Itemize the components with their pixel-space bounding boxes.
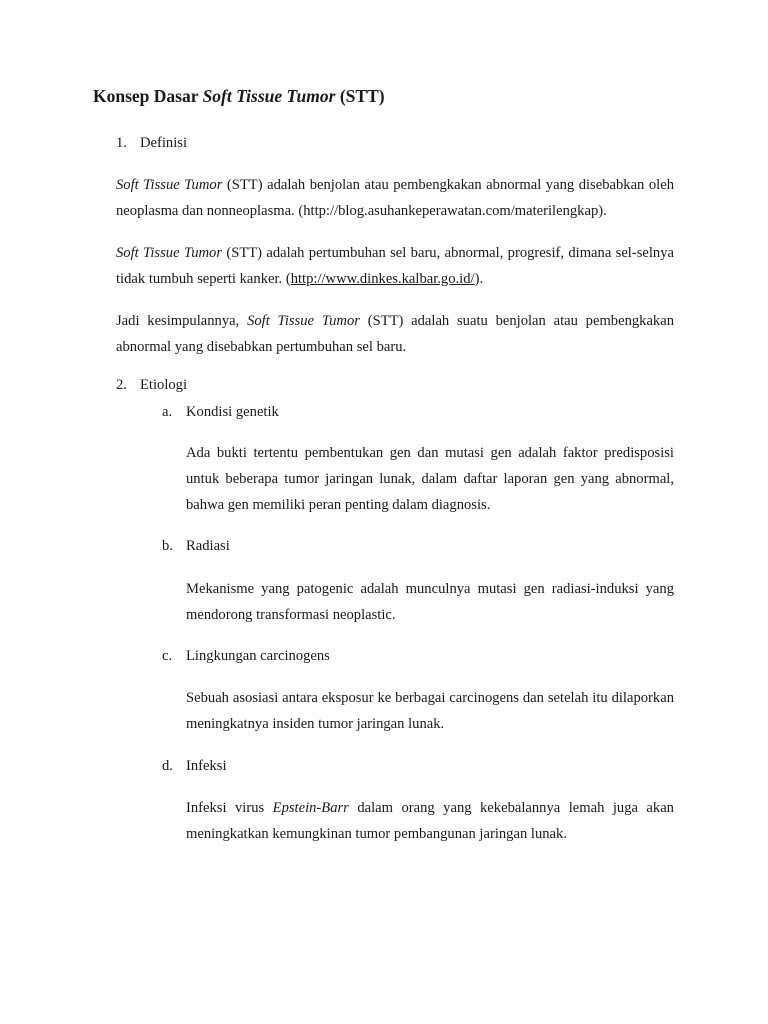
item-a-text: Ada bukti tertentu pembentukan gen dan mutasi gen adalah faktor predisposisi untuk beberapa tumor jaringan lunak, dalam daftar laporan gen yang abnormal, bahwa gen memiliki peran penting dalam diagnosis. [186,445,674,513]
p2-after: ). [474,271,484,287]
dinkes-link[interactable]: http://www.dinkes.kalbar.go.id/ [290,271,475,287]
p3-italic: Soft Tissue Tumor [247,313,360,329]
item-c-text: Sebuah asosiasi antara eksposur ke berbagai carcinogens dan setelah itu dilaporkan meningkatnya insiden tumor jaringan lunak. [186,690,674,732]
section-1-number: 1. [116,135,127,151]
definition-paragraph-1 [116,172,674,224]
title-italic: Soft Tissue Tumor [202,86,336,106]
p2-text: (STT) adalah pertumbuhan sel baru, abnormal, progresif, dimana sel-selnya tidak tumbuh seperti kanker. ( [116,245,675,287]
title-suffix: (STT) [335,86,385,106]
p3-text: (STT) adalah suatu benjolan atau pembengkakan abnormal yang disebabkan pertumbuhan sel baru. [116,313,675,355]
item-a-letter: a. [162,404,173,420]
section-1-heading: Definisi [140,135,188,151]
item-d-before: Infeksi virus [186,800,273,816]
item-b-text: Mekanisme yang patogenic adalah munculnya mutasi gen radiasi-induksi yang mendorong transformasi neoplastic. [186,581,674,623]
item-b-heading: Radiasi [186,538,230,554]
item-d-letter: d. [162,758,173,774]
item-d-heading: Infeksi [186,758,227,774]
item-b-letter: b. [162,538,173,554]
definition-paragraph-3 [116,308,674,360]
section-2-heading: Etiologi [140,377,188,393]
p2-italic: Soft Tissue Tumor [116,245,223,261]
page-title [93,86,385,107]
item-c-letter: c. [162,648,173,664]
title-prefix: Konsep Dasar [93,86,203,106]
p1-text: (STT) adalah benjolan atau pembengkakan abnormal yang disebabkan oleh neoplasma dan nonneoplasma. (http://blog.asuhankeperawatan.com/materilengkap). [116,177,674,219]
item-a-heading: Kondisi genetik [186,404,279,420]
item-d-text [186,795,674,847]
definition-paragraph-2 [116,240,674,292]
item-d-rest: dalam orang yang kekebalannya lemah juga akan meningkatkan kemungkinan tumor pembangunan jaringan lunak. [186,800,674,842]
item-d-italic: Epstein-Barr [272,800,349,816]
section-2-number: 2. [116,377,127,393]
item-c-heading: Lingkungan carcinogens [186,648,330,664]
p3-before: Jadi kesimpulannya, [116,313,248,329]
p1-italic: Soft Tissue Tumor [116,177,223,193]
